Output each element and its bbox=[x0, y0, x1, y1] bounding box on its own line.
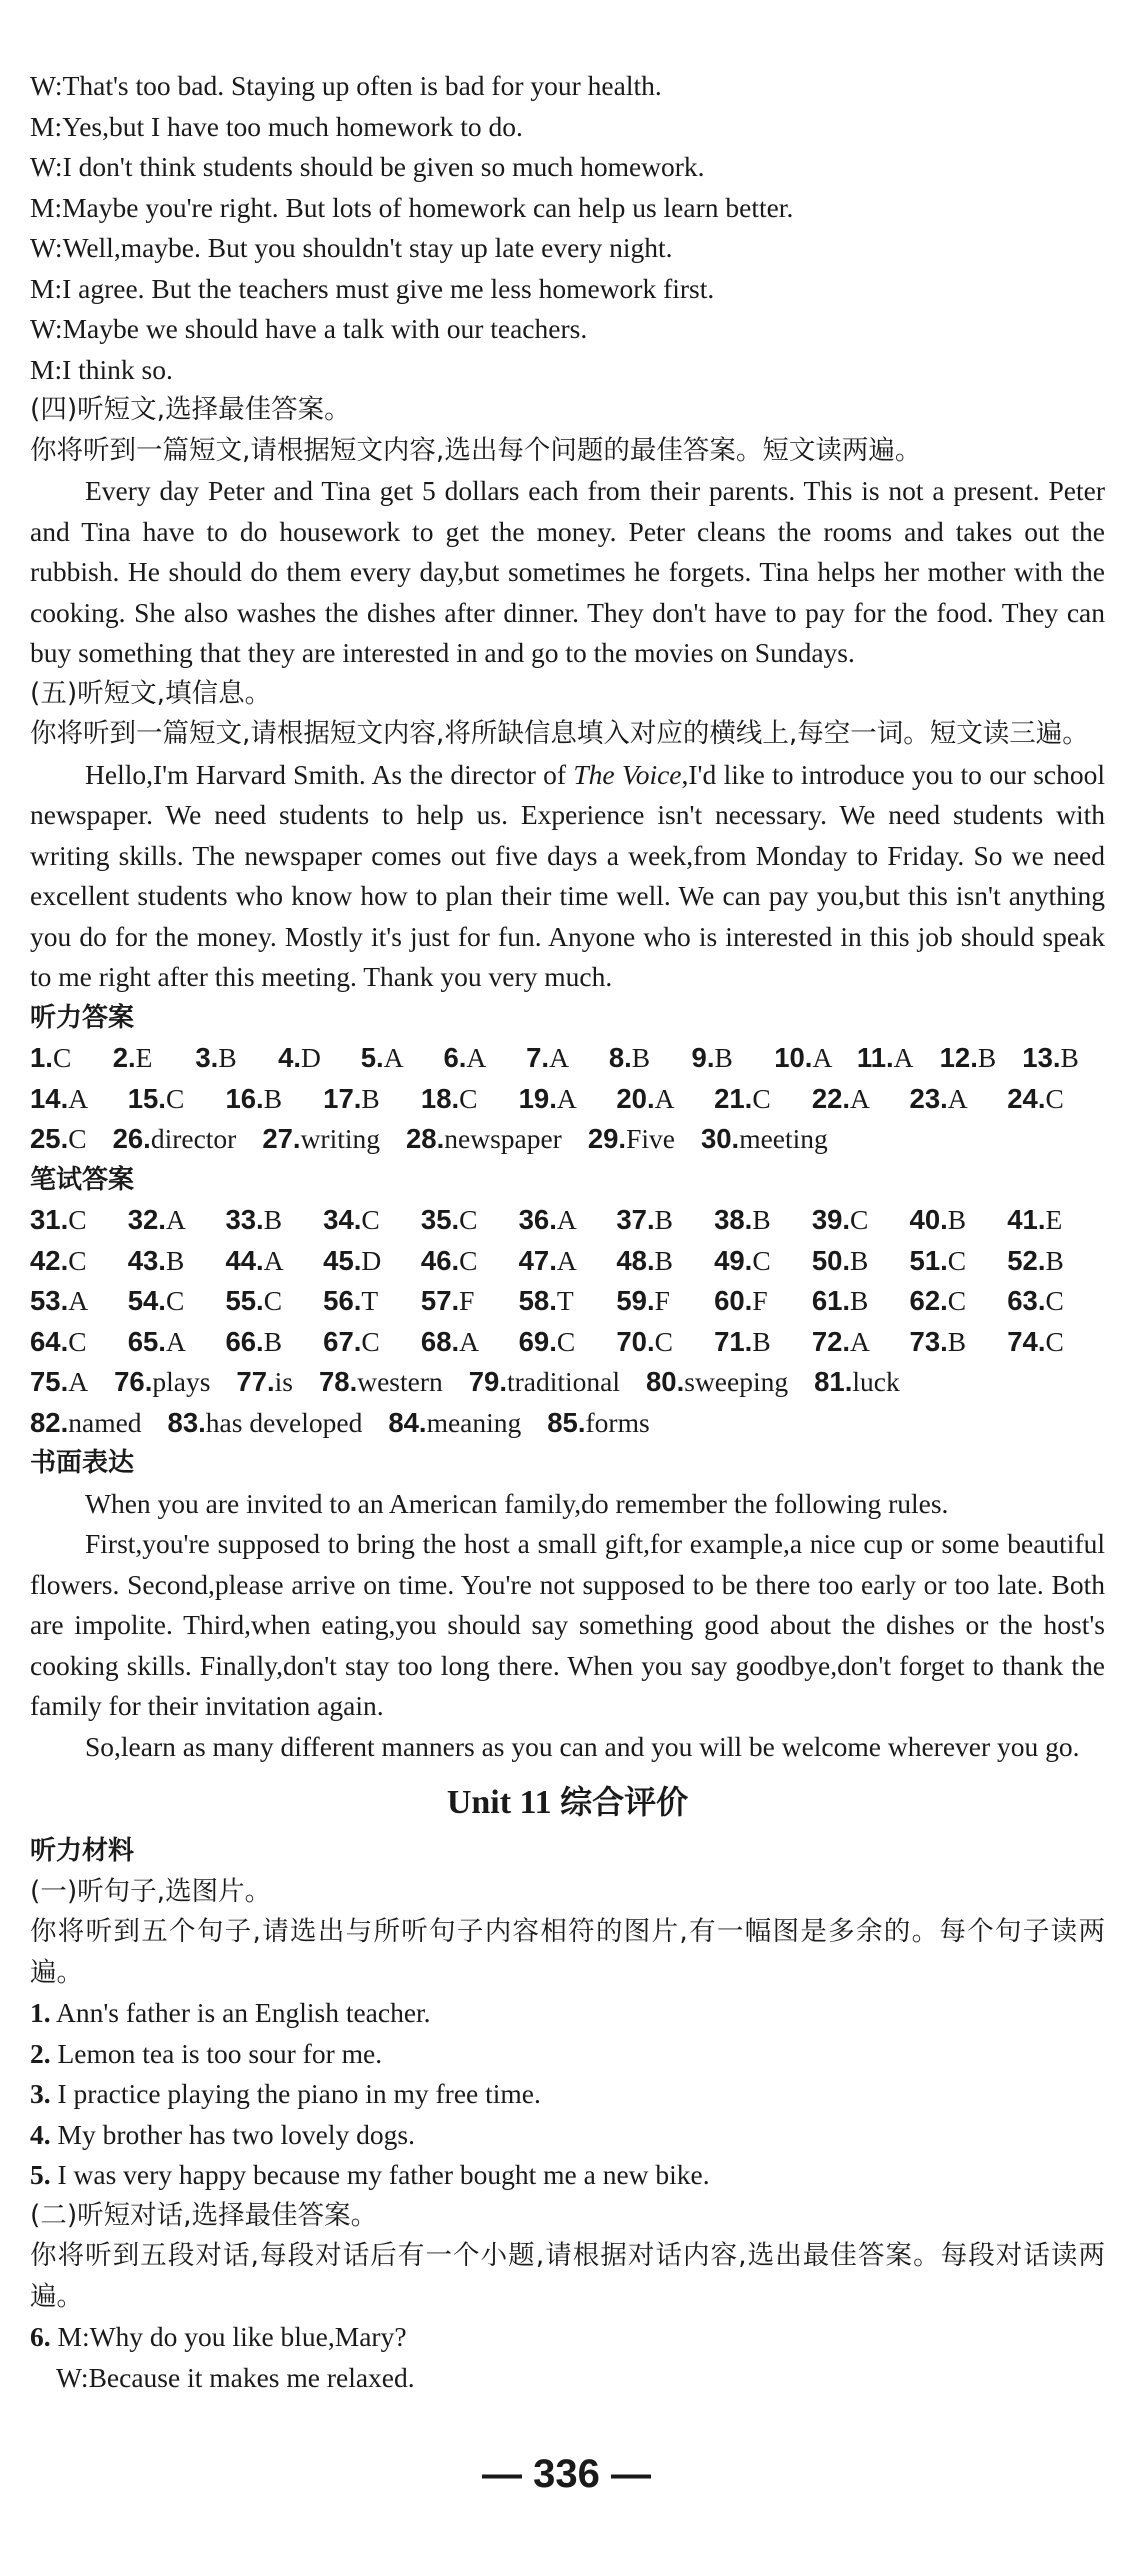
essay-paragraph: When you are invited to an American family,do remember the following rules. bbox=[85, 1487, 949, 1519]
materials-title: 听力材料 bbox=[30, 1836, 135, 1866]
section-1-instructions: 你将听到五个句子,请选出与所听句子内容相符的图片,有一幅图是多余的。每个句子读两遍。 bbox=[30, 1916, 1105, 1988]
answer-item: 50.B bbox=[811, 1244, 869, 1276]
essay-paragraph: So,learn as many different manners as you can and you will be welcome wherever you go. bbox=[85, 1730, 1080, 1762]
answer-item: 14.A bbox=[30, 1082, 89, 1114]
sentence-item: 4. My brother has two lovely dogs. bbox=[30, 2118, 415, 2150]
answer-item: 77.is bbox=[236, 1366, 293, 1397]
dialogue-6-m: 6. M:Why do you like blue,Mary? bbox=[30, 2321, 407, 2352]
dialogue-line: M:I think so. bbox=[30, 353, 173, 385]
answer-item: 74.C bbox=[1007, 1325, 1064, 1357]
answer-item: 51.C bbox=[909, 1244, 967, 1276]
answer-item: 65.A bbox=[127, 1325, 186, 1357]
section-5-instructions: 你将听到一篇短文,请根据短文内容,将所缺信息填入对应的横线上,每空一词。短文读三遍。 bbox=[30, 718, 1089, 749]
answer-item: 76.plays bbox=[114, 1366, 211, 1397]
answer-item: 83.has developed bbox=[167, 1406, 363, 1438]
answer-row bbox=[30, 1079, 1105, 1120]
answer-item: 39.C bbox=[811, 1204, 869, 1235]
answer-item: 26.director bbox=[112, 1123, 237, 1154]
dialogue-6-w: W:Because it makes me relaxed. bbox=[56, 2361, 415, 2393]
dialogue-block bbox=[30, 66, 1105, 390]
answer-item: 71.B bbox=[714, 1325, 771, 1357]
answer-row bbox=[30, 1241, 1105, 1282]
answer-item: 30.meeting bbox=[700, 1123, 828, 1154]
answer-item: 3.B bbox=[195, 1042, 237, 1073]
answer-item: 1.C bbox=[30, 1042, 72, 1073]
answer-item: 22.A bbox=[811, 1082, 870, 1114]
answer-item: 12.B bbox=[939, 1042, 997, 1073]
answer-row bbox=[30, 1200, 1105, 1241]
answer-item: 49.C bbox=[714, 1244, 771, 1276]
listening-answers bbox=[30, 1038, 1105, 1119]
answer-item: 15.C bbox=[127, 1082, 185, 1114]
answer-item: 7.A bbox=[526, 1042, 569, 1073]
answer-item: 17.B bbox=[323, 1082, 380, 1114]
passage-harvard-smith: Hello,I'm Harvard Smith. As the director of The Voice,I'd like to introduce you to our school newspaper. We need students to help us. Experience isn't necessary. We need students with writing skills. The newspaper comes out five days a week,from Monday to Friday. So we need excellent students who know how to plan their time well. We can pay you,but this isn't anything you do for the money. Mostly it's just for fun. Anyone who is interested in this job should speak to me right after this meeting. Thank you very much. bbox=[30, 758, 1105, 992]
written-answers bbox=[30, 1200, 1105, 1362]
answer-item: 10.A bbox=[774, 1042, 833, 1073]
answer-item: 80.sweeping bbox=[646, 1366, 789, 1397]
answer-item: 16.B bbox=[225, 1082, 283, 1114]
answer-item: 53.A bbox=[30, 1285, 89, 1316]
answer-row bbox=[30, 1038, 1105, 1079]
answer-item: 82.named bbox=[30, 1406, 142, 1438]
answer-row bbox=[30, 1322, 1105, 1363]
answer-item: 35.C bbox=[420, 1204, 478, 1235]
section-2-title: (二)听短对话,选择最佳答案。 bbox=[30, 2199, 378, 2231]
sentence-list bbox=[30, 1993, 1105, 2196]
answer-item: 75.A bbox=[30, 1366, 89, 1397]
answer-item: 13.B bbox=[1022, 1042, 1079, 1073]
dialogue-line: W:Well,maybe. But you shouldn't stay up late every night. bbox=[30, 232, 673, 263]
essay-paragraph: First,you're supposed to bring the host a small gift,for example,a nice cup or some beautiful flowers. Second,please arrive on time. You're not supposed to be there too early or too late. Both are impolite. Third,when eating,you should say something good about the dishes or the host's cooking skills. Finally,don't stay too long there. When you say goodbye,don't forget to thank the family for their invitation again. bbox=[30, 1528, 1105, 1721]
answer-item: 21.C bbox=[714, 1082, 771, 1114]
answer-item: 64.C bbox=[30, 1325, 87, 1357]
answer-item: 57.F bbox=[420, 1285, 475, 1316]
answer-item: 84.meaning bbox=[388, 1406, 522, 1438]
dialogue-line: W:That's too bad. Staying up often is bad for your health. bbox=[30, 70, 662, 101]
answer-item: 29.Five bbox=[587, 1123, 675, 1154]
answer-item: 38.B bbox=[714, 1204, 771, 1235]
section-4-instructions: 你将听到一篇短文,请根据短文内容,选出每个问题的最佳答案。短文读两遍。 bbox=[30, 434, 922, 466]
answer-item: 37.B bbox=[616, 1204, 673, 1235]
answer-item: 55.C bbox=[225, 1285, 283, 1316]
passage-peter-tina: Every day Peter and Tina get 5 dollars each from their parents. This is not a present. Peter and Tina have to do housework to get the money. Peter cleans the rooms and takes out the rubbish. He should do them every day,but sometimes he forgets. Tina helps her mother with the cooking. She also washes the dishes after dinner. They don't have to pay for the food. They can buy something that they are interested in and go to the movies on Sundays. bbox=[30, 475, 1105, 668]
answer-row bbox=[30, 1119, 1105, 1160]
answer-item: 58.T bbox=[518, 1285, 574, 1316]
answer-item: 4.D bbox=[278, 1042, 321, 1073]
answer-row bbox=[30, 1362, 1105, 1403]
answer-item: 61.B bbox=[811, 1285, 869, 1316]
answer-item: 25.C bbox=[30, 1123, 87, 1154]
answer-item: 47.A bbox=[518, 1244, 577, 1276]
answer-item: 85.forms bbox=[547, 1406, 650, 1438]
answer-item: 32.A bbox=[127, 1204, 186, 1235]
writing-title: 书面表达 bbox=[30, 1448, 135, 1478]
answer-item: 34.C bbox=[323, 1204, 380, 1235]
sentence-item: 3. I practice playing the piano in my free time. bbox=[30, 2078, 541, 2109]
answer-item: 41.E bbox=[1007, 1204, 1063, 1235]
answer-item: 46.C bbox=[420, 1244, 478, 1276]
answer-item: 5.A bbox=[360, 1042, 404, 1073]
answer-row bbox=[30, 1403, 1105, 1444]
answer-row bbox=[30, 1281, 1105, 1322]
answer-item: 60.F bbox=[714, 1285, 768, 1316]
answer-item: 78.western bbox=[318, 1366, 443, 1397]
answer-item: 62.C bbox=[909, 1285, 967, 1316]
answer-item: 6.A bbox=[443, 1042, 487, 1073]
answer-item: 73.B bbox=[909, 1325, 967, 1357]
dialogue-line: W:I don't think students should be given so much homework. bbox=[30, 151, 705, 182]
answer-item: 43.B bbox=[127, 1244, 185, 1276]
answer-item: 23.A bbox=[909, 1082, 968, 1114]
answer-item: 42.C bbox=[30, 1244, 87, 1276]
answer-item: 56.T bbox=[323, 1285, 379, 1316]
answer-item: 9.B bbox=[691, 1042, 733, 1073]
answer-item: 44.A bbox=[225, 1244, 284, 1276]
dialogue-line: M:I agree. But the teachers must give me less homework first. bbox=[30, 272, 715, 304]
answer-item: 63.C bbox=[1007, 1285, 1064, 1316]
section-5-title: (五)听短文,填信息。 bbox=[30, 677, 272, 709]
newspaper-name: The Voice bbox=[573, 758, 682, 790]
answer-item: 40.B bbox=[909, 1204, 967, 1235]
section-4-title: (四)听短文,选择最佳答案。 bbox=[30, 394, 351, 425]
page-number: — 336 — bbox=[482, 2452, 651, 2496]
answer-item: 54.C bbox=[127, 1285, 185, 1316]
answer-item: 67.C bbox=[323, 1325, 380, 1357]
dialogue-line: M:Yes,but I have too much homework to do. bbox=[30, 110, 523, 142]
section-1-title: (一)听句子,选图片。 bbox=[30, 1875, 272, 1907]
answer-item: 31.C bbox=[30, 1204, 87, 1235]
answer-item: 79.traditional bbox=[468, 1366, 621, 1397]
sentence-item: 2. Lemon tea is too sour for me. bbox=[30, 2037, 383, 2069]
answer-item: 59.F bbox=[616, 1285, 670, 1316]
answer-item: 33.B bbox=[225, 1204, 283, 1235]
answer-item: 68.A bbox=[420, 1325, 480, 1357]
answer-item: 28.newspaper bbox=[406, 1123, 562, 1154]
dialogue-line: M:Maybe you're right. But lots of homework can help us learn better. bbox=[30, 191, 794, 223]
answer-item: 81.luck bbox=[814, 1366, 900, 1397]
answer-item: 36.A bbox=[518, 1204, 577, 1235]
listening-answers-title: 听力答案 bbox=[30, 1002, 135, 1033]
answer-item: 8.B bbox=[608, 1042, 651, 1073]
answer-item: 72.A bbox=[811, 1325, 870, 1357]
written-answers-title: 笔试答案 bbox=[30, 1164, 135, 1195]
answer-item: 20.A bbox=[616, 1082, 675, 1114]
section-2-instructions: 你将听到五段对话,每段对话后有一个小题,请根据对话内容,选出最佳答案。每段对话读两遍。 bbox=[30, 2240, 1105, 2312]
page-content bbox=[30, 66, 1105, 2398]
dialogue-line: W:Maybe we should have a talk with our teachers. bbox=[30, 313, 588, 344]
answer-item: 69.C bbox=[518, 1325, 576, 1357]
answer-item: 2.E bbox=[112, 1042, 153, 1073]
sentence-item: 5. I was very happy because my father bought me a new bike. bbox=[30, 2159, 710, 2190]
sentence-item: 1. Ann's father is an English teacher. bbox=[30, 1997, 431, 2028]
answer-item: 24.C bbox=[1007, 1082, 1064, 1114]
answer-item: 66.B bbox=[225, 1325, 283, 1357]
answer-item: 70.C bbox=[616, 1325, 673, 1357]
answer-item: 45.D bbox=[323, 1244, 382, 1276]
answer-item: 27.writing bbox=[262, 1123, 381, 1154]
answer-item: 48.B bbox=[616, 1244, 673, 1276]
answer-item: 18.C bbox=[420, 1082, 478, 1114]
answer-item: 52.B bbox=[1007, 1244, 1064, 1276]
answer-item: 19.A bbox=[518, 1082, 577, 1114]
answer-item: 11.A bbox=[856, 1042, 914, 1073]
unit-title: Unit 11 综合评价 bbox=[446, 1783, 689, 1821]
